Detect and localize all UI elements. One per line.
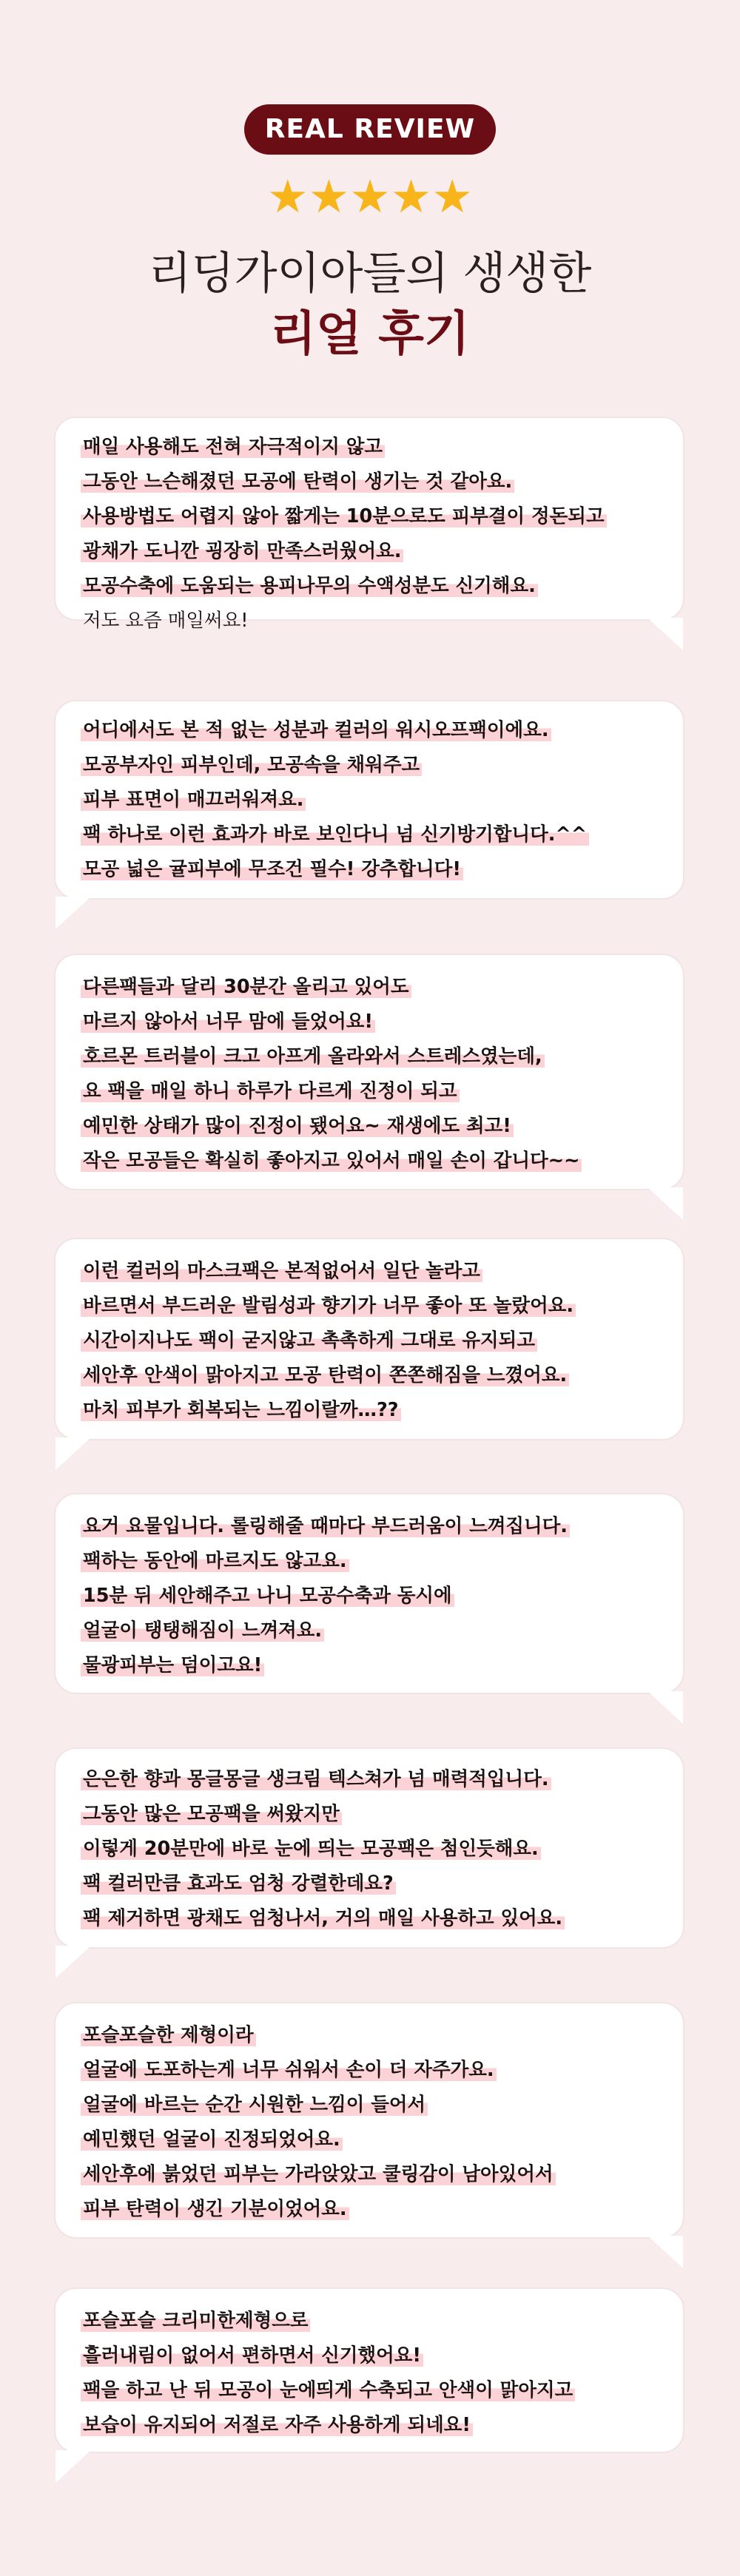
review-line: 세안후에 붉었던 피부는 가라앉았고 쿨링감이 남아있어서 [81,2157,656,2192]
review-line: 바르면서 부드러운 발림성과 향기가 너무 좋아 또 놀랐어요. [81,1289,656,1324]
review-line: 작은 모공들은 확실히 좋아지고 있어서 매일 손이 갑니다~~ [81,1144,656,1179]
review-line: 얼굴에 바르는 순간 시원한 느낌이 들어서 [81,2088,656,2122]
review-line: 피부 탄력이 생긴 기분이었어요. [81,2192,656,2227]
review-line: 그동안 많은 모공팩을 써왔지만 [81,1797,656,1832]
review-line: 모공부자인 피부인데, 모공속을 채워주고 [81,748,656,783]
review-bubble-7 [54,2002,684,2239]
review-line: 물광피부는 덤이고요! [81,1648,656,1683]
review-line: 예민한 상태가 많이 진정이 됐어요~ 재생에도 최고! [81,1109,656,1144]
review-line: 15분 뒤 세안해주고 나니 모공수축과 동시에 [81,1579,656,1614]
review-line: 사용방법도 어렵지 않아 짧게는 10분으로도 피부결이 정돈되고 [81,499,656,534]
review-line: 시간이지나도 팩이 굳지않고 촉촉하게 그대로 유지되고 [81,1324,656,1358]
review-line: 모공 넓은 귤피부에 무조건 필수! 강추합니다! [81,852,656,887]
review-line: 얼굴이 탱탱해짐이 느껴져요. [81,1614,656,1648]
review-line: 호르몬 트러블이 크고 아프게 올라와서 스트레스였는데, [81,1039,656,1074]
review-line: 팩하는 동안에 마르지도 않고요. [81,1544,656,1579]
review-line: 얼굴에 도포하는게 너무 쉬워서 손이 더 자주가요. [81,2053,656,2088]
review-line: 예민했던 얼굴이 진정되었어요. [81,2122,656,2157]
review-line: 은은한 향과 몽글몽글 생크림 텍스쳐가 넘 매력적입니다. [81,1762,656,1797]
review-line: 그동안 느슨해졌던 모공에 탄력이 생기는 것 같아요. [81,465,656,499]
review-line: 세안후 안색이 맑아지고 모공 탄력이 쫀쫀해짐을 느꼈어요. [81,1358,656,1393]
review-line: 매일 사용해도 전혀 자극적이지 않고 [81,430,656,465]
review-line: 이렇게 20분만에 바로 눈에 띄는 모공팩은 첨인듯해요. [81,1832,656,1867]
review-line: 팩 컬러만큼 효과도 엄청 강렬한데요? [81,1867,656,1901]
review-line: 피부 표면이 매끄러워져요. [81,783,656,817]
five-star-rating-icon: ★★★★★ [267,169,473,223]
review-line: 마르지 않아서 너무 맘에 들었어요! [81,1005,656,1039]
review-line: 마치 피부가 회복되는 느낌이랄까…?? [81,1393,656,1428]
review-line: 어디에서도 본 적 없는 성분과 컬러의 워시오프팩이에요. [81,713,656,748]
review-line: 광채가 도니깐 굉장히 만족스러웠어요. [81,534,656,569]
review-line: 팩 하나로 이런 효과가 바로 보인다니 넘 신기방기합니다.^^ [81,817,656,852]
review-line: 요 팩을 매일 하니 하루가 다르게 진정이 되고 [81,1074,656,1109]
review-bubble-2 [54,700,684,900]
review-bubble-3 [54,954,684,1190]
headline-line1: 리딩가이아들의 생생한 [148,248,592,300]
review-bubble-4 [54,1238,684,1440]
review-line: 모공수축에 도움되는 용피나무의 수액성분도 신기해요. [81,569,656,604]
review-bubble-1 [54,417,684,632]
real-review-badge: REAL REVIEW [244,104,496,155]
review-bubble-8 [54,2287,684,2453]
review-bubble-6 [54,1747,684,1949]
header [0,0,740,414]
review-line: 포슬포슬 크리미한제형으로 [81,2304,656,2339]
review-line: 보습이 유지되어 저절로 자주 사용하게 되네요! [81,2408,656,2443]
review-line: 저도 요즘 매일써요! [83,610,249,632]
review-line: 팩 제거하면 광채도 엄청나서, 거의 매일 사용하고 있어요. [81,1901,656,1936]
review-line: 흘러내림이 없어서 편하면서 신기했어요! [81,2339,656,2373]
review-line: 다른팩들과 달리 30분간 올리고 있어도 [81,970,656,1005]
review-line: 팩을 하고 난 뒤 모공이 눈에띄게 수축되고 안색이 맑아지고 [81,2373,656,2408]
review-line: 요거 요물입니다. 롤링해줄 때마다 부드러움이 느껴집니다. [81,1509,656,1544]
review-line: 이런 컬러의 마스크팩은 본적없어서 일단 놀라고 [81,1254,656,1289]
review-bubble-5 [54,1493,684,1694]
review-line: 포슬포슬한 제형이라 [81,2018,656,2053]
headline-line2: 리얼 후기 [270,307,470,362]
